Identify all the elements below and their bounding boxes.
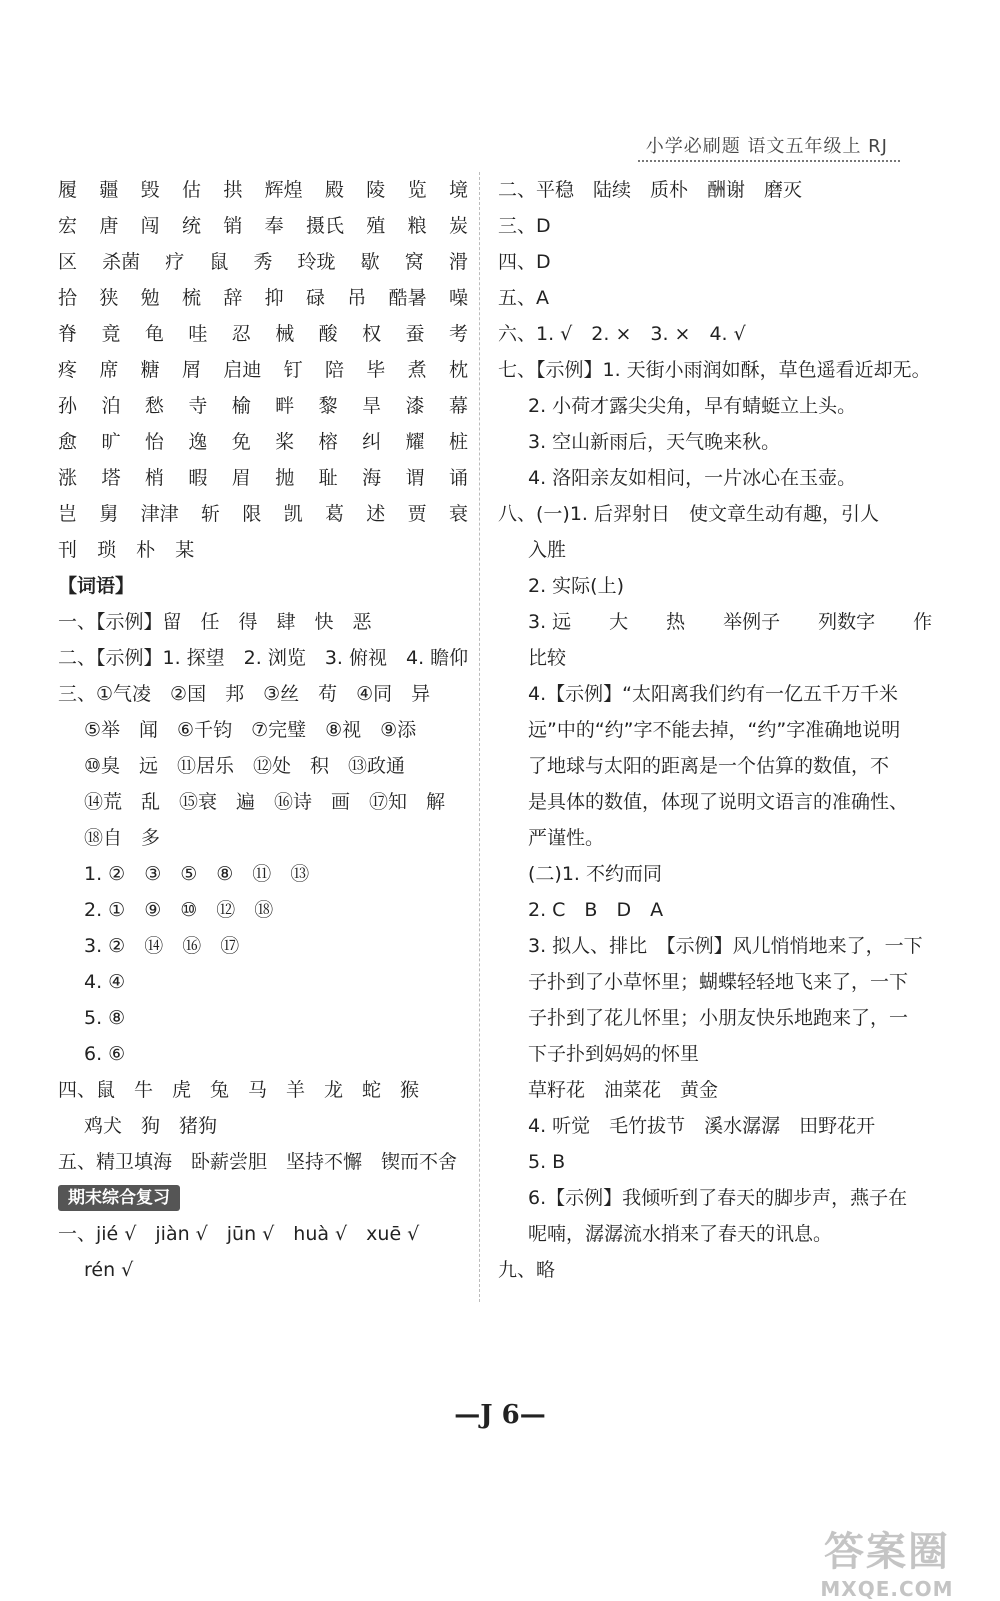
char-cell: 畔 (275, 395, 295, 417)
char-cell: 桨 (275, 431, 295, 453)
answer-9: 九、略 (498, 1259, 556, 1281)
char-cell: 耻 (318, 467, 338, 489)
ciyu-answer-3-line: ⑭荒 乱 ⑮衰 遍 ⑯诗 画 ⑰知 解 (84, 791, 446, 813)
char-row (58, 352, 468, 388)
char-cell: 琐 (97, 539, 117, 561)
ciyu-sub-answer-4: 4. ④ (84, 971, 126, 993)
header-divider (638, 160, 900, 162)
char-cell: 旷 (101, 431, 121, 453)
char-cell: 鼠 (209, 251, 229, 273)
char-cell: 杀菌 (102, 251, 141, 273)
answer-8: 八、(一)1. 后羿射日 使文章生动有趣，引人 (498, 503, 879, 525)
char-cell: 估 (181, 179, 201, 201)
char-cell: 秀 (253, 251, 273, 273)
char-cell: 斩 (200, 503, 220, 525)
char-cell: 哇 (188, 323, 208, 345)
answer-5: 五、A (498, 287, 549, 309)
char-cell: 舅 (99, 503, 119, 525)
char-cell: 岂 (58, 503, 78, 525)
answer-8b-item: 4. 听觉 毛竹拔节 溪水潺潺 田野花开 (528, 1115, 876, 1137)
char-cell: 旱 (362, 395, 382, 417)
ciyu-answer-5: 五、精卫填海 卧薪尝胆 坚持不懈 锲而不舍 (58, 1151, 458, 1173)
char-cell: 龟 (144, 323, 164, 345)
answer-8-item: 3. 远 大 热 举例子 列数字 作 (528, 611, 933, 633)
answer-8-item: 4.【示例】“太阳离我们约有一亿五千万千米 (528, 683, 898, 705)
char-cell: 衰 (448, 503, 468, 525)
char-cell: 漆 (405, 395, 425, 417)
answer-8b-item: 2. C B D A (528, 899, 664, 921)
char-cell: 蚕 (405, 323, 425, 345)
char-cell: 桩 (448, 431, 468, 453)
ciyu-sub-answer-1: 1. ② ③ ⑤ ⑧ ⑪ ⑬ (84, 863, 310, 885)
char-cell: 玲珑 (297, 251, 336, 273)
char-cell: 疆 (99, 179, 119, 201)
char-row (58, 424, 468, 460)
char-cell: 免 (231, 431, 251, 453)
ciyu-answer-2: 二、【示例】1. 探望 2. 浏览 3. 俯视 4. 瞻仰 (58, 647, 469, 669)
char-cell: 诵 (448, 467, 468, 489)
answer-8-cont: 比较 (528, 647, 567, 669)
right-column (498, 172, 933, 1288)
answer-2: 二、平稳 陆续 质朴 酬谢 磨灭 (498, 179, 803, 201)
char-cell: 销 (223, 215, 243, 237)
char-cell: 陵 (366, 179, 386, 201)
ciyu-answer-4: 四、鼠 牛 虎 兔 马 羊 龙 蛇 猴 (58, 1079, 420, 1101)
character-table (58, 172, 468, 532)
char-cell: 辞 (223, 287, 243, 309)
char-cell: 疼 (58, 359, 78, 381)
char-cell: 狭 (99, 287, 119, 309)
char-row (58, 388, 468, 424)
answer-8b-cont: 子扑到了小草怀里；蝴蝶轻轻地飞来了，一下 (528, 971, 909, 993)
char-cell: 宏 (58, 215, 78, 237)
left-column (58, 172, 468, 1288)
char-row (58, 208, 468, 244)
char-cell: 区 (58, 251, 78, 273)
char-cell: 津津 (140, 503, 179, 525)
char-cell: 榕 (318, 431, 338, 453)
answer-8-cont: 远”中的“约”字不能去掉，“约”字准确地说明 (528, 719, 901, 741)
ciyu-answer-3: 三、①气凌 ②国 邦 ③丝 苟 ④同 异 (58, 683, 431, 705)
ciyu-answer-3-line: ⑩臭 远 ⑪居乐 ⑫处 积 ⑬政通 (84, 755, 406, 777)
char-cell: 怡 (144, 431, 164, 453)
char-cell: 勉 (140, 287, 160, 309)
char-cell: 疗 (165, 251, 185, 273)
char-cell: 境 (448, 179, 468, 201)
answer-4: 四、D (498, 251, 551, 273)
char-cell: 统 (181, 215, 201, 237)
char-cell: 幕 (448, 395, 468, 417)
char-cell: 钉 (283, 359, 303, 381)
char-cell: 陪 (324, 359, 344, 381)
char-cell: 酷暑 (388, 287, 427, 309)
answer-8b-item: 3. 拟人、排比 【示例】风儿悄悄地来了，一下 (528, 935, 923, 957)
answer-7-item: 2. 小荷才露尖尖角，早有蜻蜓立上头。 (528, 395, 857, 417)
char-cell: 泊 (101, 395, 121, 417)
char-cell: 摄氏 (305, 215, 344, 237)
char-cell: 愁 (144, 395, 164, 417)
char-cell: 闯 (140, 215, 160, 237)
char-cell: 海 (362, 467, 382, 489)
char-cell: 朴 (136, 539, 156, 561)
ciyu-sub-answer-5: 5. ⑧ (84, 1007, 126, 1029)
char-cell: 限 (242, 503, 262, 525)
char-cell: 逸 (188, 431, 208, 453)
char-cell: 窝 (404, 251, 424, 273)
ciyu-sub-answer-3: 3. ② ⑭ ⑯ ⑰ (84, 935, 240, 957)
answer-7-item: 4. 洛阳亲友如相问，一片冰心在玉壶。 (528, 467, 857, 489)
ciyu-answer-4-line: 鸡犬 狗 猪狗 (84, 1115, 218, 1137)
char-cell: 梢 (144, 467, 164, 489)
answer-8b-cont: 子扑到了花儿怀里；小朋友快乐地跑来了，一 (528, 1007, 909, 1029)
char-cell: 抛 (275, 467, 295, 489)
char-row (58, 244, 468, 280)
char-cell: 煮 (407, 359, 427, 381)
ciyu-heading: 【词语】 (58, 575, 135, 597)
char-cell: 考 (448, 323, 468, 345)
watermark-url: MXQE.COM (820, 1577, 954, 1601)
char-cell: 噪 (448, 287, 468, 309)
review-section-tag: 期末综合复习 (58, 1185, 180, 1211)
char-cell: 械 (275, 323, 295, 345)
answer-8-cont: 了地球与太阳的距离是一个估算的数值，不 (528, 755, 890, 777)
char-cell: 殖 (366, 215, 386, 237)
char-cell: 炭 (448, 215, 468, 237)
answer-8b-item: 6.【示例】我倾听到了春天的脚步声，燕子在 (528, 1187, 908, 1209)
column-divider (479, 172, 480, 1302)
char-cell: 眉 (231, 467, 251, 489)
char-row (58, 496, 468, 532)
char-cell: 梳 (181, 287, 201, 309)
watermark-logo-text: 答案圈 (824, 1529, 950, 1575)
char-cell: 贾 (407, 503, 427, 525)
char-cell: 抑 (264, 287, 284, 309)
answer-8-cont: 入胜 (528, 539, 567, 561)
answer-8-cont: 严谨性。 (528, 827, 605, 849)
page-number: —J 6— (454, 1400, 546, 1430)
char-cell: 暇 (188, 467, 208, 489)
answer-8b-cont: 草籽花 油菜花 黄金 (528, 1079, 719, 1101)
char-cell: 履 (58, 179, 78, 201)
char-cell: 酸 (318, 323, 338, 345)
char-cell: 糖 (140, 359, 160, 381)
char-cell: 殿 (324, 179, 344, 201)
char-cell: 塔 (101, 467, 121, 489)
char-cell: 榆 (231, 395, 251, 417)
char-cell: 启迪 (223, 359, 262, 381)
char-cell: 耀 (405, 431, 425, 453)
char-cell: 粮 (407, 215, 427, 237)
char-cell: 拾 (58, 287, 78, 309)
char-cell: 歇 (360, 251, 380, 273)
char-cell: 唐 (99, 215, 119, 237)
char-cell: 刊 (58, 539, 78, 561)
char-row (58, 316, 468, 352)
answer-8b-item: (二)1. 不约而同 (528, 863, 662, 885)
answer-8b-item: 5. B (528, 1151, 566, 1173)
char-cell: 毁 (140, 179, 160, 201)
char-cell: 忍 (231, 323, 251, 345)
char-cell: 碌 (305, 287, 325, 309)
char-row (58, 280, 468, 316)
ciyu-answer-3-line: ⑱自 多 (84, 827, 161, 849)
char-cell: 滑 (448, 251, 468, 273)
char-cell: 葛 (324, 503, 344, 525)
char-cell: 权 (362, 323, 382, 345)
watermark-logo (792, 1520, 982, 1601)
char-cell: 吊 (347, 287, 367, 309)
char-cell: 孙 (58, 395, 78, 417)
char-cell: 屑 (181, 359, 201, 381)
char-cell: 奉 (264, 215, 284, 237)
char-cell: 黎 (318, 395, 338, 417)
char-cell: 涨 (58, 467, 78, 489)
char-cell: 凯 (283, 503, 303, 525)
char-cell: 览 (407, 179, 427, 201)
char-cell: 愈 (58, 431, 78, 453)
ciyu-sub-answer-6: 6. ⑥ (84, 1043, 126, 1065)
char-cell: 述 (366, 503, 386, 525)
char-row (58, 172, 468, 208)
char-cell: 枕 (448, 359, 468, 381)
char-cell: 拱 (223, 179, 243, 201)
ciyu-answer-3-line: ⑤举 闻 ⑥千钧 ⑦完璧 ⑧视 ⑨添 (84, 719, 417, 741)
answer-8-item: 2. 实际(上) (528, 575, 624, 597)
answer-7: 七、【示例】1. 天街小雨润如酥，草色遥看近却无。 (498, 359, 931, 381)
answer-8-cont: 是具体的数值，体现了说明文语言的准确性、 (528, 791, 909, 813)
char-cell: 谓 (405, 467, 425, 489)
answer-3: 三、D (498, 215, 551, 237)
char-cell: 辉煌 (264, 179, 303, 201)
char-cell: 纠 (362, 431, 382, 453)
char-cell: 竟 (101, 323, 121, 345)
char-cell: 某 (175, 539, 195, 561)
answer-8b-cont: 下子扑到妈妈的怀里 (528, 1043, 700, 1065)
char-row (58, 460, 468, 496)
ciyu-answer-1: 一、【示例】留 任 得 肆 快 恶 (58, 611, 372, 633)
char-cell: 毕 (366, 359, 386, 381)
answer-6: 六、1. √ 2. × 3. × 4. √ (498, 323, 746, 345)
review-answer-1: 一、jié √ jiàn √ jūn √ huà √ xuē √ (58, 1223, 420, 1245)
char-cell: 寺 (188, 395, 208, 417)
char-row-last (58, 532, 468, 568)
char-cell: 席 (99, 359, 119, 381)
answer-8b-cont: 呢喃，潺潺流水捎来了春天的讯息。 (528, 1223, 833, 1245)
header-title: 小学必刷题 语文五年级上 RJ (645, 136, 888, 157)
char-cell: 脊 (58, 323, 78, 345)
ciyu-sub-answer-2: 2. ① ⑨ ⑩ ⑫ ⑱ (84, 899, 274, 921)
review-answer-1-line: rén √ (84, 1259, 134, 1281)
answer-7-item: 3. 空山新雨后，天气晚来秋。 (528, 431, 781, 453)
